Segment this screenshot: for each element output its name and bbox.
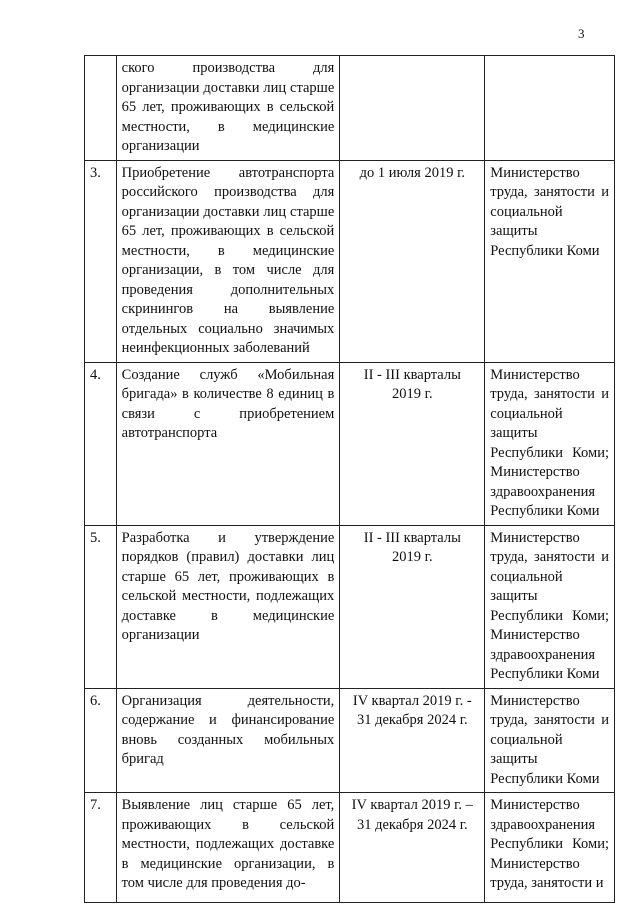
event-text: Выявление лиц старше 65 лет, проживающих в сельской местности, подлежащих доставке в медицинские организации, в том числе для проведения до- [121, 797, 335, 891]
event-text: Разработка и утверждение порядков (правил) доставки лиц старше 65 лет, проживающих в сельской местности, подлежащих доставке в медицинские организации [121, 529, 335, 643]
row-number-cell [85, 56, 117, 161]
responsible-text: Министерство труда, занятости и социальной защиты Республики Коми [490, 692, 609, 787]
page-number: 3 [578, 26, 585, 41]
event-cell [116, 160, 340, 362]
due-date-cell [340, 160, 485, 362]
row-number-cell: 4. [85, 362, 117, 525]
measures-table [84, 55, 615, 903]
responsible-cell [485, 160, 615, 362]
event-text: ского производства для организации доставки лиц старше 65 лет, проживающих в сельской местности, в медицинские организации [121, 60, 335, 154]
responsible-text: Министерство труда, занятости и социальной защиты Республики Коми; Министерство здравоохранения Республики Коми [490, 366, 609, 519]
due-date-cell [340, 688, 485, 793]
table-row [85, 362, 615, 525]
row-number-cell: 6. [85, 688, 117, 793]
responsible-text: Министерство здравоохранения Республики Коми; Министерство труда, занятости и [490, 797, 609, 891]
table-row [85, 525, 615, 688]
due-date-cell [340, 56, 485, 161]
due-date-text: до 1 июля 2019 г. [359, 164, 466, 181]
table-row [85, 56, 615, 161]
responsible-cell [485, 688, 615, 793]
row-number-cell: 5. [85, 525, 117, 688]
event-cell [116, 56, 340, 161]
table-row [85, 160, 615, 362]
due-date-text: II - III кварталы 2019 г. [363, 366, 461, 402]
row-number-cell: 3. [85, 160, 117, 362]
due-date-cell [340, 793, 485, 903]
event-text: Организация деятельности, содержание и финансирование вновь созданных мобильных бригад [121, 692, 335, 767]
event-text: Приобретение автотранспорта российского производства для организации доставки лиц старше 65 лет, проживающих в сельской местности, в медицинские организации, в том числе для проведения дополнительных скринингов на выявление отдельных социально значимых неинфекционных заболеваний [121, 164, 335, 356]
table-row [85, 793, 615, 903]
event-cell [116, 525, 340, 688]
responsible-cell [485, 56, 615, 161]
due-date-text: IV квартал 2019 г. – 31 декабря 2024 г. [351, 797, 473, 833]
responsible-text: Министерство труда, занятости и социальной защиты Республики Коми; Министерство здравоохранения Республики Коми [490, 529, 609, 682]
event-cell [116, 362, 340, 525]
responsible-cell [485, 793, 615, 903]
due-date-text: II - III кварталы 2019 г. [363, 529, 461, 565]
due-date-cell [340, 362, 485, 525]
event-cell [116, 688, 340, 793]
table-row [85, 688, 615, 793]
responsible-cell [485, 525, 615, 688]
responsible-text: Министерство труда, занятости и социальной защиты Республики Коми [490, 164, 609, 259]
event-cell [116, 793, 340, 903]
event-text: Создание служб «Мобильная бригада» в количестве 8 единиц в связи с приобретением автотранспорта [121, 366, 335, 441]
due-date-cell [340, 525, 485, 688]
responsible-cell [485, 362, 615, 525]
row-number-cell: 7. [85, 793, 117, 903]
due-date-text: IV квартал 2019 г. - 31 декабря 2024 г. [352, 692, 472, 728]
